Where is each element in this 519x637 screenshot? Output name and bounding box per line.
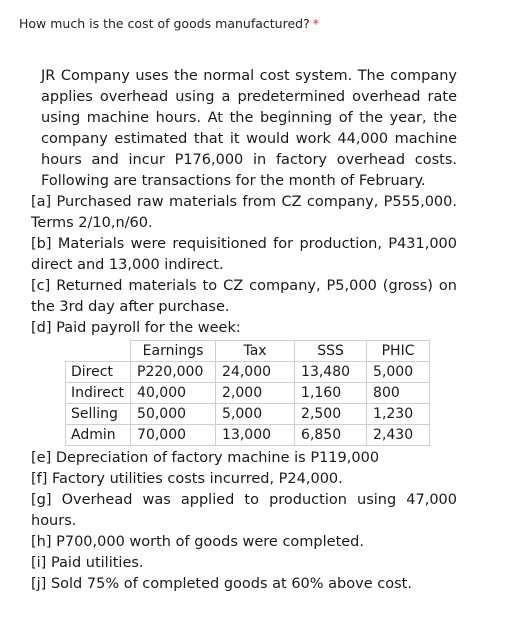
cell-sss: 13,480 (295, 362, 367, 383)
header-phic: PHIC (367, 341, 430, 362)
cell-phic: 800 (367, 383, 430, 404)
table-row (66, 425, 430, 446)
cell-earnings: 40,000 (131, 383, 216, 404)
problem-image-text (31, 66, 457, 595)
cell-tax: 5,000 (216, 404, 295, 425)
item-f: [f] Factory utilities costs incurred, P24,000. (31, 471, 343, 487)
item-h: [h] P700,000 worth of goods were completed. (31, 534, 364, 550)
payroll-table (65, 340, 430, 446)
row-label: Direct (66, 362, 131, 383)
required-marker: * (312, 16, 319, 31)
cell-tax: 2,000 (216, 383, 295, 404)
header-tax: Tax (216, 341, 295, 362)
cell-tax: 24,000 (216, 362, 295, 383)
cell-tax: 13,000 (216, 425, 295, 446)
row-label: Indirect (66, 383, 131, 404)
item-i: [i] Paid utilities. (31, 555, 144, 571)
table-row (66, 383, 430, 404)
header-earnings: Earnings (131, 341, 216, 362)
table-row (66, 404, 430, 425)
cell-earnings: 50,000 (131, 404, 216, 425)
item-d: [d] Paid payroll for the week: (31, 320, 241, 336)
question-text: How much is the cost of goods manufactured? (19, 16, 310, 31)
header-blank-cell (66, 341, 131, 362)
cell-sss: 2,500 (295, 404, 367, 425)
row-label: Selling (66, 404, 131, 425)
cell-phic: 5,000 (367, 362, 430, 383)
item-e: [e] Depreciation of factory machine is P119,000 (31, 450, 380, 466)
item-a: [a] Purchased raw materials from CZ company, P555,000. Terms 2/10,n/60. (31, 194, 457, 231)
cell-sss: 1,160 (295, 383, 367, 404)
item-c: [c] Returned materials to CZ company, P5,000 (gross) on the 3rd day after purchase. (31, 278, 457, 315)
item-j: [j] Sold 75% of completed goods at 60% above cost. (31, 576, 412, 592)
problem-intro: JR Company uses the normal cost system. The company applies overhead using a predetermined overhead rate using machine hours. At the beginning of the year, the company estimated that it would work 44,000 machine hours and incur P176,000 in factory overhead costs. Following are transactions for the month of February. (41, 68, 457, 189)
item-g: [g] Overhead was applied to production using 47,000 hours. (31, 492, 457, 529)
cell-phic: 2,430 (367, 425, 430, 446)
payroll-header-row (66, 341, 430, 362)
table-row (66, 362, 430, 383)
item-b: [b] Materials were requisitioned for production, P431,000 direct and 13,000 indirect. (31, 236, 457, 273)
row-label: Admin (66, 425, 131, 446)
cell-sss: 6,850 (295, 425, 367, 446)
header-sss: SSS (295, 341, 367, 362)
question-title (19, 16, 319, 31)
cell-earnings: 70,000 (131, 425, 216, 446)
cell-earnings: P220,000 (131, 362, 216, 383)
cell-phic: 1,230 (367, 404, 430, 425)
